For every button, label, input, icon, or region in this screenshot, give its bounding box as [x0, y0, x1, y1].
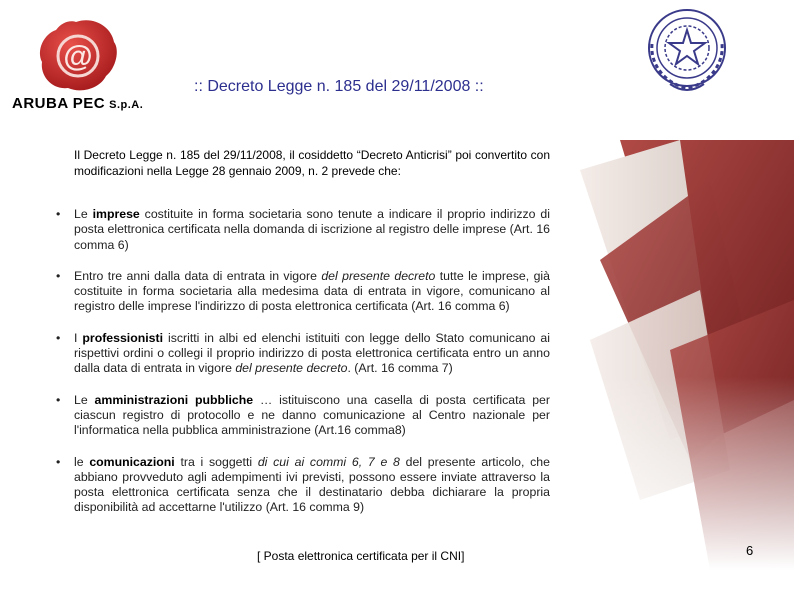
italian-republic-emblem-icon — [640, 4, 734, 98]
page-number: 6 — [746, 543, 754, 558]
logo-brand: ARUBA PEC — [12, 95, 106, 112]
svg-text:@: @ — [63, 40, 93, 73]
books-image — [560, 140, 794, 570]
logo-suffix: S.p.A. — [109, 99, 144, 111]
list-item: • le comunicazioni tra i soggetti di cui ai commi 6, 7 e 8 del presente articolo, che abbiano provveduto agli adempimenti ivi previsti, possono essere inviate attraverso la posta elettronica certificata senza che il destinatario debba dichiarare la propria disponibilità ad accettarne l'utilizzo (Art. 16 comma 9) — [56, 454, 550, 515]
list-item: • Entro tre anni dalla data di entrata in vigore del presente decreto tutte le imprese, già costituite in forma societaria alla medesima data di entrata in vigore, comunicano al registro delle imprese l'indirizzo di posta elettronica certificata (Art. 16 comma 6) — [56, 268, 550, 314]
logo-wordmark — [12, 95, 143, 112]
intro-paragraph: Il Decreto Legge n. 185 del 29/11/2008, il cosiddetto “Decreto Anticrisi” poi convertito con modificazioni nella Legge 28 gennaio 2009, n. 2 prevede che: — [74, 148, 550, 178]
list-item: • Le amministrazioni pubbliche … istituiscono una casella di posta certificata per ciascun registro di protocollo e ne danno comunicazione al Centro nazionale per l'informatica nella pubblica amministrazione (Art.16 comma8) — [56, 392, 550, 438]
list-item: • I professionisti iscritti in albi ed elenchi istituiti con legge dello Stato comunicano ai rispettivi ordini o collegi il proprio indirizzo di posta elettronica certificata entro un anno dalla data di entrata in vigore del presente decreto. (Art. 16 comma 7) — [56, 330, 550, 376]
page-title: :: Decreto Legge n. 185 del 29/11/2008 :: — [194, 78, 484, 95]
footer-text: [ Posta elettronica certificata per il CNI] — [257, 549, 465, 563]
provisions-list — [54, 207, 550, 532]
list-item: • Le imprese costituite in forma societaria sono tenute a indicare il proprio indirizzo di posta elettronica certificata nella domanda di iscrizione al registro delle imprese (Art. 16 comma 6) — [56, 207, 550, 252]
